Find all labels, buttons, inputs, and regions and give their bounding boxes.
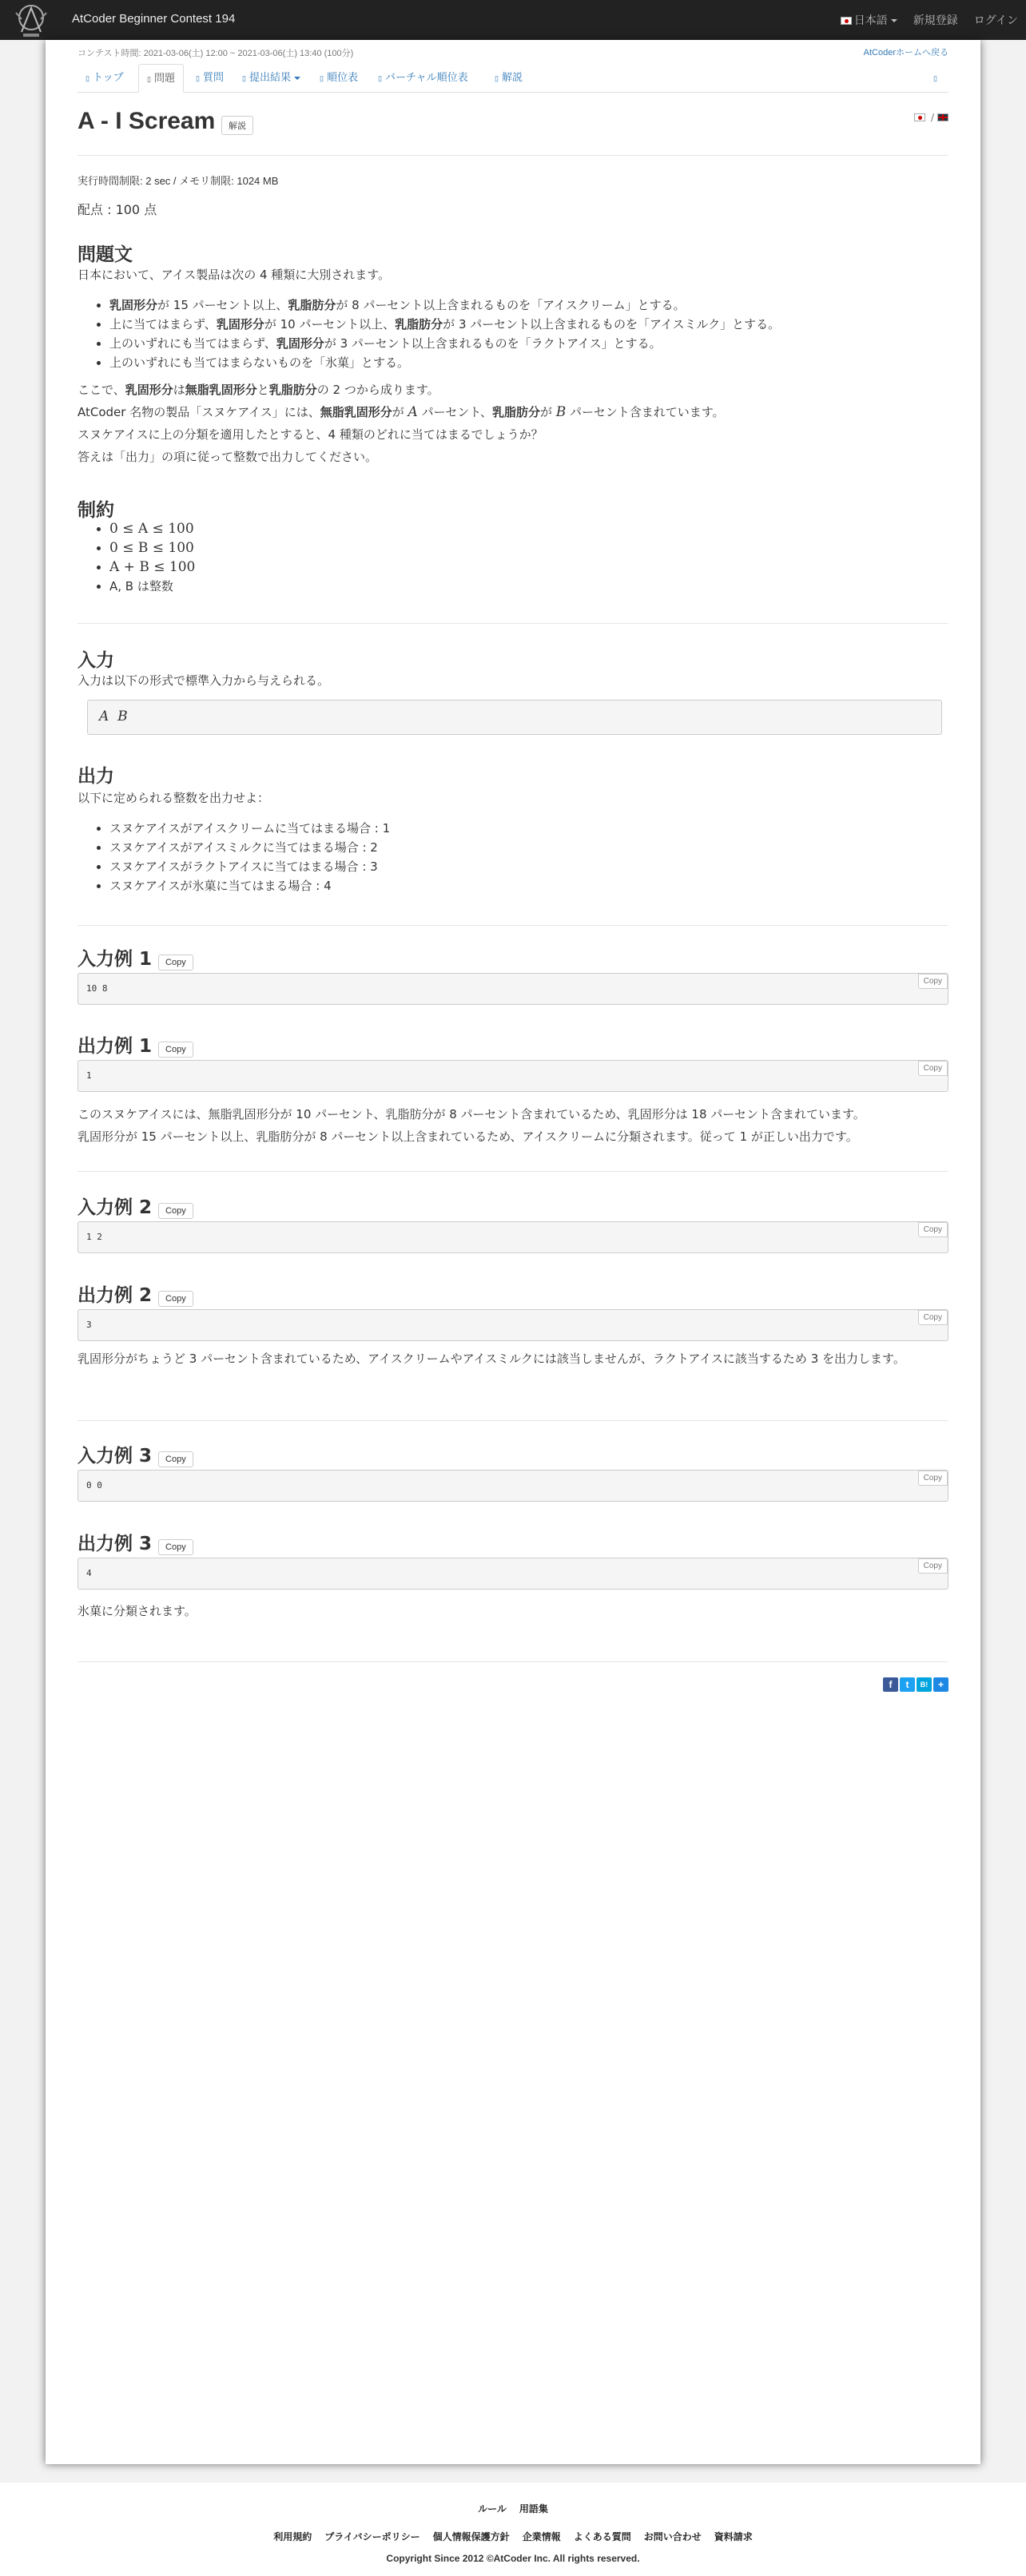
list-item: • 上に当てはまらず、乳固形分が 10 パーセント以上、乳脂肪分が 3 パーセント以上含まれるものを「アイスミルク」とする。 (109, 315, 780, 334)
sample-1-explanation: このスヌケアイスには、無脂乳固形分が 10 パーセント、乳脂肪分が 8 パーセント含まれているため、乳固形分は 18 パーセント含まれています。 (78, 1107, 865, 1121)
list-item: • スヌケアイスがラクトアイスに当てはまる場合 : 3 (109, 857, 390, 876)
tab-standings[interactable] (312, 64, 366, 93)
statement-intro: 日本において、アイス製品は次の 4 種類に大別されます。 (78, 268, 391, 282)
copy-button[interactable]: Copy (158, 1203, 193, 1219)
copy-button[interactable]: Copy (158, 1291, 193, 1307)
list-item: • A, B は整数 (109, 577, 195, 596)
list-item: • スヌケアイスが氷菓に当てはまる場合 : 4 (109, 876, 390, 895)
share-buttons (883, 1677, 948, 1692)
copy-button[interactable]: Copy (918, 1222, 948, 1237)
copy-button[interactable]: Copy (918, 1471, 948, 1486)
sample-input-3-heading: 入力例 3 Copy (78, 1441, 193, 1467)
sample-output-2-heading: 出力例 2 Copy (78, 1280, 193, 1307)
tab-label: 問題 (153, 72, 175, 84)
statement-line-1: ここで、乳固形分は無脂乳固形分と乳脂肪分の 2 つから成ります。 (78, 383, 439, 397)
divider (78, 1171, 948, 1172)
footer-personal-info-link[interactable]: 個人情報保護方針 (432, 2531, 510, 2542)
hatena-bookmark-icon[interactable]: B! (917, 1677, 932, 1692)
constraints-list (78, 519, 195, 596)
sample-output-3: 4 Copy (78, 1558, 948, 1590)
input-description: 入力は以下の形式で標準入力から与えられる。 (78, 673, 330, 688)
footer-faq-link[interactable]: よくある質問 (573, 2531, 631, 2542)
fullscreen-icon: ▯ (933, 74, 937, 82)
list-item: • 0 ≤ B ≤ 100 (109, 538, 195, 558)
back-to-home-link[interactable]: AtCoderホームへ戻る (863, 48, 948, 58)
sample-input-1: 10 8 Copy (78, 973, 948, 1005)
tab-label: 提出結果 (249, 71, 291, 83)
tab-tasks[interactable] (138, 64, 184, 93)
footer-terms-link[interactable]: 利用規約 (273, 2531, 312, 2542)
output-description: 以下に定められる整数を出力せよ： (78, 791, 270, 805)
home-icon: ▯ (86, 74, 89, 82)
problem-title: A - I Scream (78, 108, 216, 134)
statement-line-4: 答えは「出力」の項に従って整数で出力してください。 (78, 450, 378, 464)
tasks-icon: ▯ (147, 75, 151, 83)
contest-brand-link[interactable]: AtCoder Beginner Contest 194 (72, 12, 236, 26)
japan-flag-icon[interactable] (914, 113, 925, 121)
divider (78, 623, 948, 624)
input-heading: 入力 (78, 650, 114, 671)
sample-input-3: 0 0 Copy (78, 1470, 948, 1502)
divider (78, 925, 948, 926)
category-list (78, 296, 780, 372)
copy-button[interactable]: Copy (158, 1539, 193, 1555)
tab-label: バーチャル順位表 (384, 71, 468, 83)
divider (78, 1420, 948, 1421)
list-item: • 上のいずれにも当てはまらないものを「氷菓」とする。 (109, 353, 780, 372)
sample-output-2: 3 Copy (78, 1309, 948, 1341)
submissions-icon: ▯ (242, 74, 246, 82)
tab-virtual-standings[interactable] (370, 64, 476, 93)
caret-down-icon (891, 19, 897, 22)
constraints-heading: 制約 (78, 500, 114, 521)
sample-output-3-heading: 出力例 3 Copy (78, 1529, 193, 1555)
resource-limits: 実行時間制限: 2 sec / メモリ制限: 1024 MB (78, 175, 279, 187)
sample-input-2-heading: 入力例 2 Copy (78, 1193, 193, 1219)
footer-rules-link[interactable]: ルール (478, 2503, 507, 2514)
fullscreen-toggle[interactable] (925, 64, 948, 93)
score: 配点 : 100 点 (78, 202, 157, 217)
editorial-icon: ▯ (495, 74, 499, 82)
tab-clarifications[interactable] (188, 64, 232, 93)
copy-button[interactable]: Copy (918, 1061, 948, 1076)
tab-label: 解説 (501, 71, 523, 83)
tab-editorial[interactable] (487, 64, 531, 93)
sample-output-1-heading: 出力例 1 Copy (78, 1031, 193, 1058)
statement-line-3: スヌケアイスに上の分類を適用したとすると、4 種類のどれに当てはまるでしょうか？ (78, 427, 543, 442)
language-switcher (914, 112, 948, 123)
footer-documents-link[interactable]: 資料請求 (714, 2531, 753, 2542)
japan-flag-icon (841, 17, 852, 25)
copy-button[interactable]: Copy (158, 1042, 193, 1058)
sample-input-2: 1 2 Copy (78, 1221, 948, 1253)
editorial-button[interactable]: 解説 (221, 116, 253, 135)
list-item: • 上のいずれにも当てはまらず、乳固形分が 3 パーセント以上含まれるものを「ラクトアイス」とする。 (109, 334, 780, 353)
language-dropdown[interactable] (841, 12, 897, 28)
footer-glossary-link[interactable]: 用語集 (519, 2503, 548, 2514)
slash-separator: / (930, 112, 934, 123)
sample-1-explanation-2: 乳固形分が 15 パーセント以上、乳脂肪分が 8 パーセント以上含まれているため、アイスクリームに分類されます。従って 1 が正しい出力です。 (78, 1129, 858, 1144)
statement-line-2: AtCoder 名物の製品「スヌケアイス」には、無脂乳固形分が A パーセント、乳脂肪分が B パーセント含まれています。 (78, 404, 725, 420)
navbar (0, 0, 1026, 40)
footer (0, 2483, 1026, 2576)
copy-button[interactable]: Copy (918, 974, 948, 989)
copy-button[interactable]: Copy (918, 1310, 948, 1325)
divider (78, 155, 948, 156)
footer-company-link[interactable]: 企業情報 (522, 2531, 561, 2542)
contest-tabs (78, 64, 948, 93)
tab-label: 質問 (202, 71, 224, 83)
main-panel (46, 40, 980, 2464)
footer-contact-link[interactable]: お問い合わせ (643, 2531, 702, 2542)
tab-submissions[interactable] (234, 64, 308, 93)
list-item: • スヌケアイスがアイスミルクに当てはまる場合 : 2 (109, 838, 390, 857)
input-format: A B (87, 700, 942, 735)
sample-input-1-heading: 入力例 1 Copy (78, 944, 193, 970)
plus-share-icon[interactable]: + (933, 1677, 948, 1692)
language-label: 日本語 (853, 14, 888, 26)
facebook-icon[interactable]: f (883, 1677, 898, 1692)
standings-icon: ▯ (320, 74, 324, 82)
tab-label: トップ (92, 71, 124, 83)
list-item: • 乳固形分が 15 パーセント以上、乳脂肪分が 8 パーセント以上含まれるものを「アイスクリーム」とする。 (109, 296, 780, 315)
login-link[interactable]: ログイン (973, 14, 1018, 26)
copyright: Copyright Since 2012 ©AtCoder Inc. All rights reserved. (386, 2553, 640, 2564)
tab-top[interactable] (78, 64, 132, 93)
atcoder-logo[interactable] (11, 2, 51, 38)
contest-time: コンテスト時間: 2021-03-06(土) 12:00 ~ 2021-03-06(土) 13:40 (100分) (78, 49, 354, 58)
list-item: • A + B ≤ 100 (109, 558, 195, 577)
company-link[interactable]: AtCoder Inc. (493, 2553, 551, 2564)
caret-down-icon (294, 77, 300, 80)
divider (78, 1661, 948, 1662)
copy-button[interactable]: Copy (158, 1451, 193, 1467)
list-item: • スヌケアイスがアイスクリームに当てはまる場合 : 1 (109, 819, 390, 838)
virtual-standings-icon: ▯ (378, 74, 382, 82)
sample-2-explanation: 乳固形分がちょうど 3 パーセント含まれているため、アイスクリームやアイスミルクには該当しませんが、ラクトアイスに該当するため 3 を出力します。 (78, 1352, 905, 1366)
sample-3-explanation: 氷菓に分類されます。 (78, 1604, 197, 1618)
copy-button[interactable]: Copy (918, 1558, 948, 1574)
footer-privacy-link[interactable]: プライバシーポリシー (324, 2531, 420, 2542)
uk-flag-icon[interactable] (937, 113, 948, 121)
twitter-icon[interactable]: t (900, 1677, 915, 1692)
question-icon: ▯ (196, 74, 200, 82)
output-list (78, 819, 390, 895)
copy-button[interactable]: Copy (158, 955, 193, 970)
statement-heading: 問題文 (78, 244, 133, 265)
register-link[interactable]: 新規登録 (913, 14, 958, 26)
sample-output-1: 1 Copy (78, 1060, 948, 1092)
list-item: • 0 ≤ A ≤ 100 (109, 519, 195, 538)
tab-label: 順位表 (326, 71, 358, 83)
output-heading: 出力 (78, 766, 114, 787)
